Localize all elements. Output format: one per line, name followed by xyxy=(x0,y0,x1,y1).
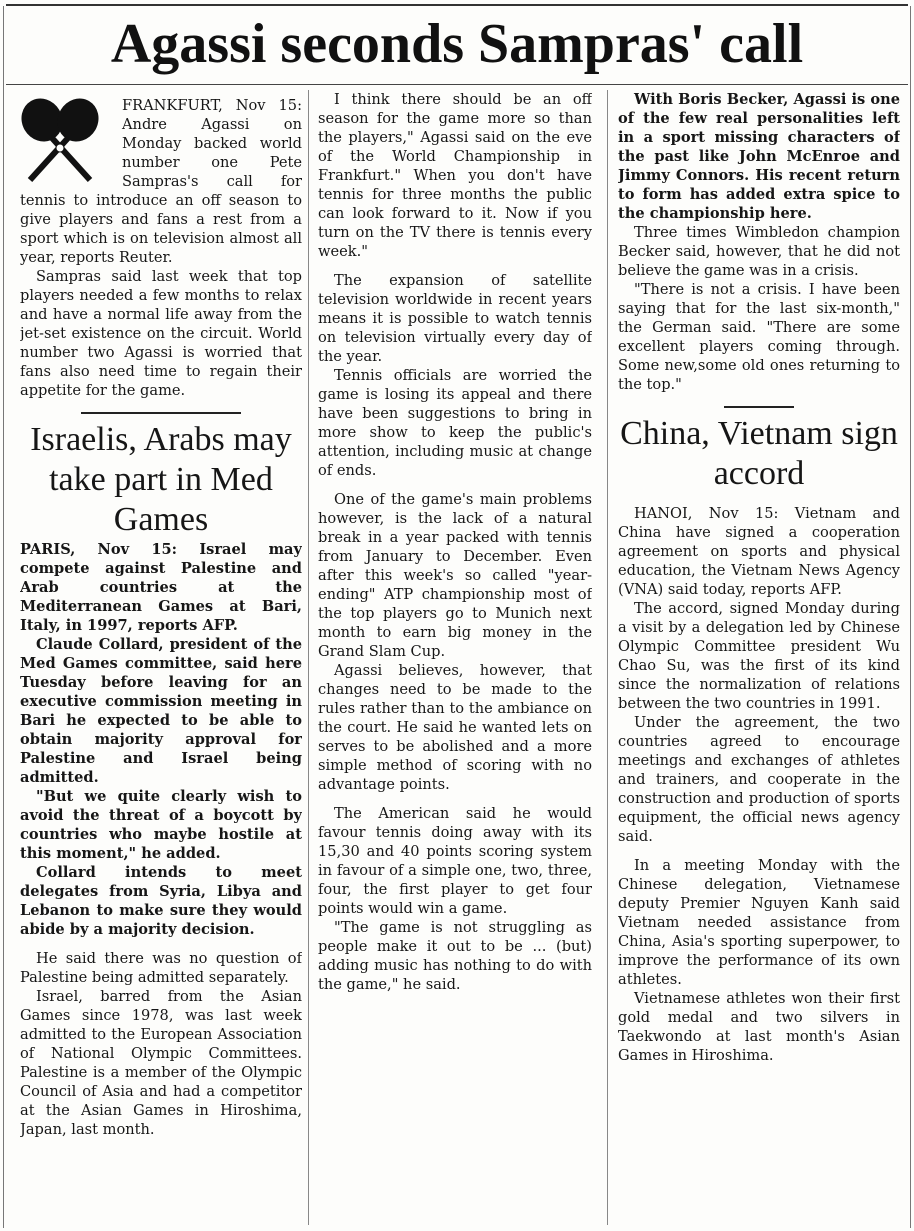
headline-rule xyxy=(6,84,908,85)
article1-paragraph: FRANKFURT, Nov 15: Andre Agassi on Monday backed world number one Pete Sampras's call for tennis to introduce an off season to give players and fans a rest from a sport which is on television almost all year, reports Reuter. xyxy=(20,97,302,266)
article1-paragraph: "The game is not struggling as people make it out to be ... (but) adding music has nothing to do with the game," he said. xyxy=(318,919,592,993)
article3-paragraph: Vietnamese athletes won their first gold medal and two silvers in Taekwondo at last month's Asian Games in Hiroshima. xyxy=(618,990,900,1064)
article3-paragraph: The accord, signed Monday during a visit by a delegation led by Chinese Olympic Committee president Wu Chao Su, was the first of its kind since the normalization of relations between the two countries in 1991. xyxy=(618,600,900,712)
article3-paragraph: Under the agreement, the two countries agreed to encourage meetings and exchanges of athletes and trainers, and cooperate in the construction and production of sports equipment, the official news agency said. xyxy=(618,714,900,845)
article1-paragraph: Agassi believes, however, that changes need to be made to the rules rather than to the ambiance on the court. He said he wanted lets on serves to be abolished and a more simple method of scoring with no advantage points. xyxy=(318,662,592,793)
page-border-left xyxy=(3,6,4,1228)
article3-title: China, Vietnam sign accord xyxy=(620,415,898,492)
article3-paragraph: HANOI, Nov 15: Vietnam and China have signed a cooperation agreement on sports and physical education, the Vietnam News Agency (VNA) said today, reports AFP. xyxy=(618,505,900,598)
article3-paragraph: In a meeting Monday with the Chinese delegation, Vietnamese deputy Premier Nguyen Kanh said Vietnam needed assistance from China, Asia's sporting superpower, to improve the performance of its own athletes. xyxy=(618,857,900,988)
article1-paragraph: With Boris Becker, Agassi is one of the few real personalities left in a sport missing characters of the past like John McEnroe and Jimmy Connors. His recent return to form has added extra spice to the championship here. xyxy=(618,91,900,222)
article1-paragraph: Tennis officials are worried the game is losing its appeal and there have been suggestions to bring in more show to keep the public's attention, including music at change of ends. xyxy=(318,367,592,479)
article2-paragraph: He said there was no question of Palestine being admitted separately. xyxy=(20,950,302,986)
article1-paragraph: Three times Wimbledon champion Becker said, however, that he did not believe the game was in a crisis. xyxy=(618,224,900,279)
tennis-rackets-icon xyxy=(20,94,108,184)
article1-paragraph: "There is not a crisis. I have been saying that for the last six-month," the German said. "There are some excellent players coming through. Some new,some old ones returning to the top." xyxy=(618,281,900,393)
article1-paragraph: The expansion of satellite television worldwide in recent years means it is possible to watch tennis on television virtually every day of the year. xyxy=(318,272,592,365)
article1-paragraph: The American said he would favour tennis doing away with its 15,30 and 40 points scoring system in favour of a simple one, two, three, four, the first player to get four points would win a game. xyxy=(318,805,592,917)
column-divider xyxy=(607,90,608,1225)
headline: Agassi seconds Sampras' call xyxy=(110,13,804,75)
article2-paragraph: Claude Collard, president of the Med Games committee, said here Tuesday before leaving for an executive commission meeting in Bari he expected to be able to obtain majority approval for Palestine and Israel being admitted. xyxy=(20,636,302,786)
page-border-right xyxy=(910,6,911,1228)
article1-paragraph: One of the game's main problems however, is the lack of a natural break in a year packed with tennis from January to December. Even after this week's so called "year-ending" ATP championship most of the top players go to Munich next month to earn big money in the Grand Slam Cup. xyxy=(318,491,592,660)
article1-paragraph: I think there should be an off season for the game more so than the players," Agassi said on the eve of the World Championship in Frankfurt." When you don't have tennis for three months the public can look forward to it. Now if you turn on the TV there is tennis every week." xyxy=(318,91,592,260)
article2-paragraph: Israel, barred from the Asian Games since 1978, was last week admitted to the European Association of National Olympic Committees. Palestine is a member of the Olympic Council of Asia and had a competitor at the Asian Games in Hiroshima, Japan, last month. xyxy=(20,988,302,1138)
article-separator xyxy=(724,406,794,408)
article2-paragraph: "But we quite clearly wish to avoid the threat of a boycott by countries who maybe hostile at this moment," he added. xyxy=(20,788,302,862)
article2-paragraph: Collard intends to meet delegates from Syria, Libya and Lebanon to make sure they would abide by a majority decision. xyxy=(20,864,302,938)
column-1 xyxy=(20,90,302,1228)
article2-title: Israelis, Arabs may take part in Med Games xyxy=(30,421,292,538)
article2-paragraph: PARIS, Nov 15: Israel may compete against Palestine and Arab countries at the Mediterranean Games at Bari, Italy, in 1997, reports AFP. xyxy=(20,541,302,634)
top-rule xyxy=(6,4,908,6)
article-separator xyxy=(81,412,241,414)
article1-paragraph: Sampras said last week that top players needed a few months to relax and have a normal life away from the jet-set existence on the circuit. World number two Agassi is worried that fans also need time to regain their appetite for the game. xyxy=(20,268,302,399)
column-3 xyxy=(618,90,900,1228)
column-divider xyxy=(308,90,309,1225)
column-2 xyxy=(318,90,592,1228)
